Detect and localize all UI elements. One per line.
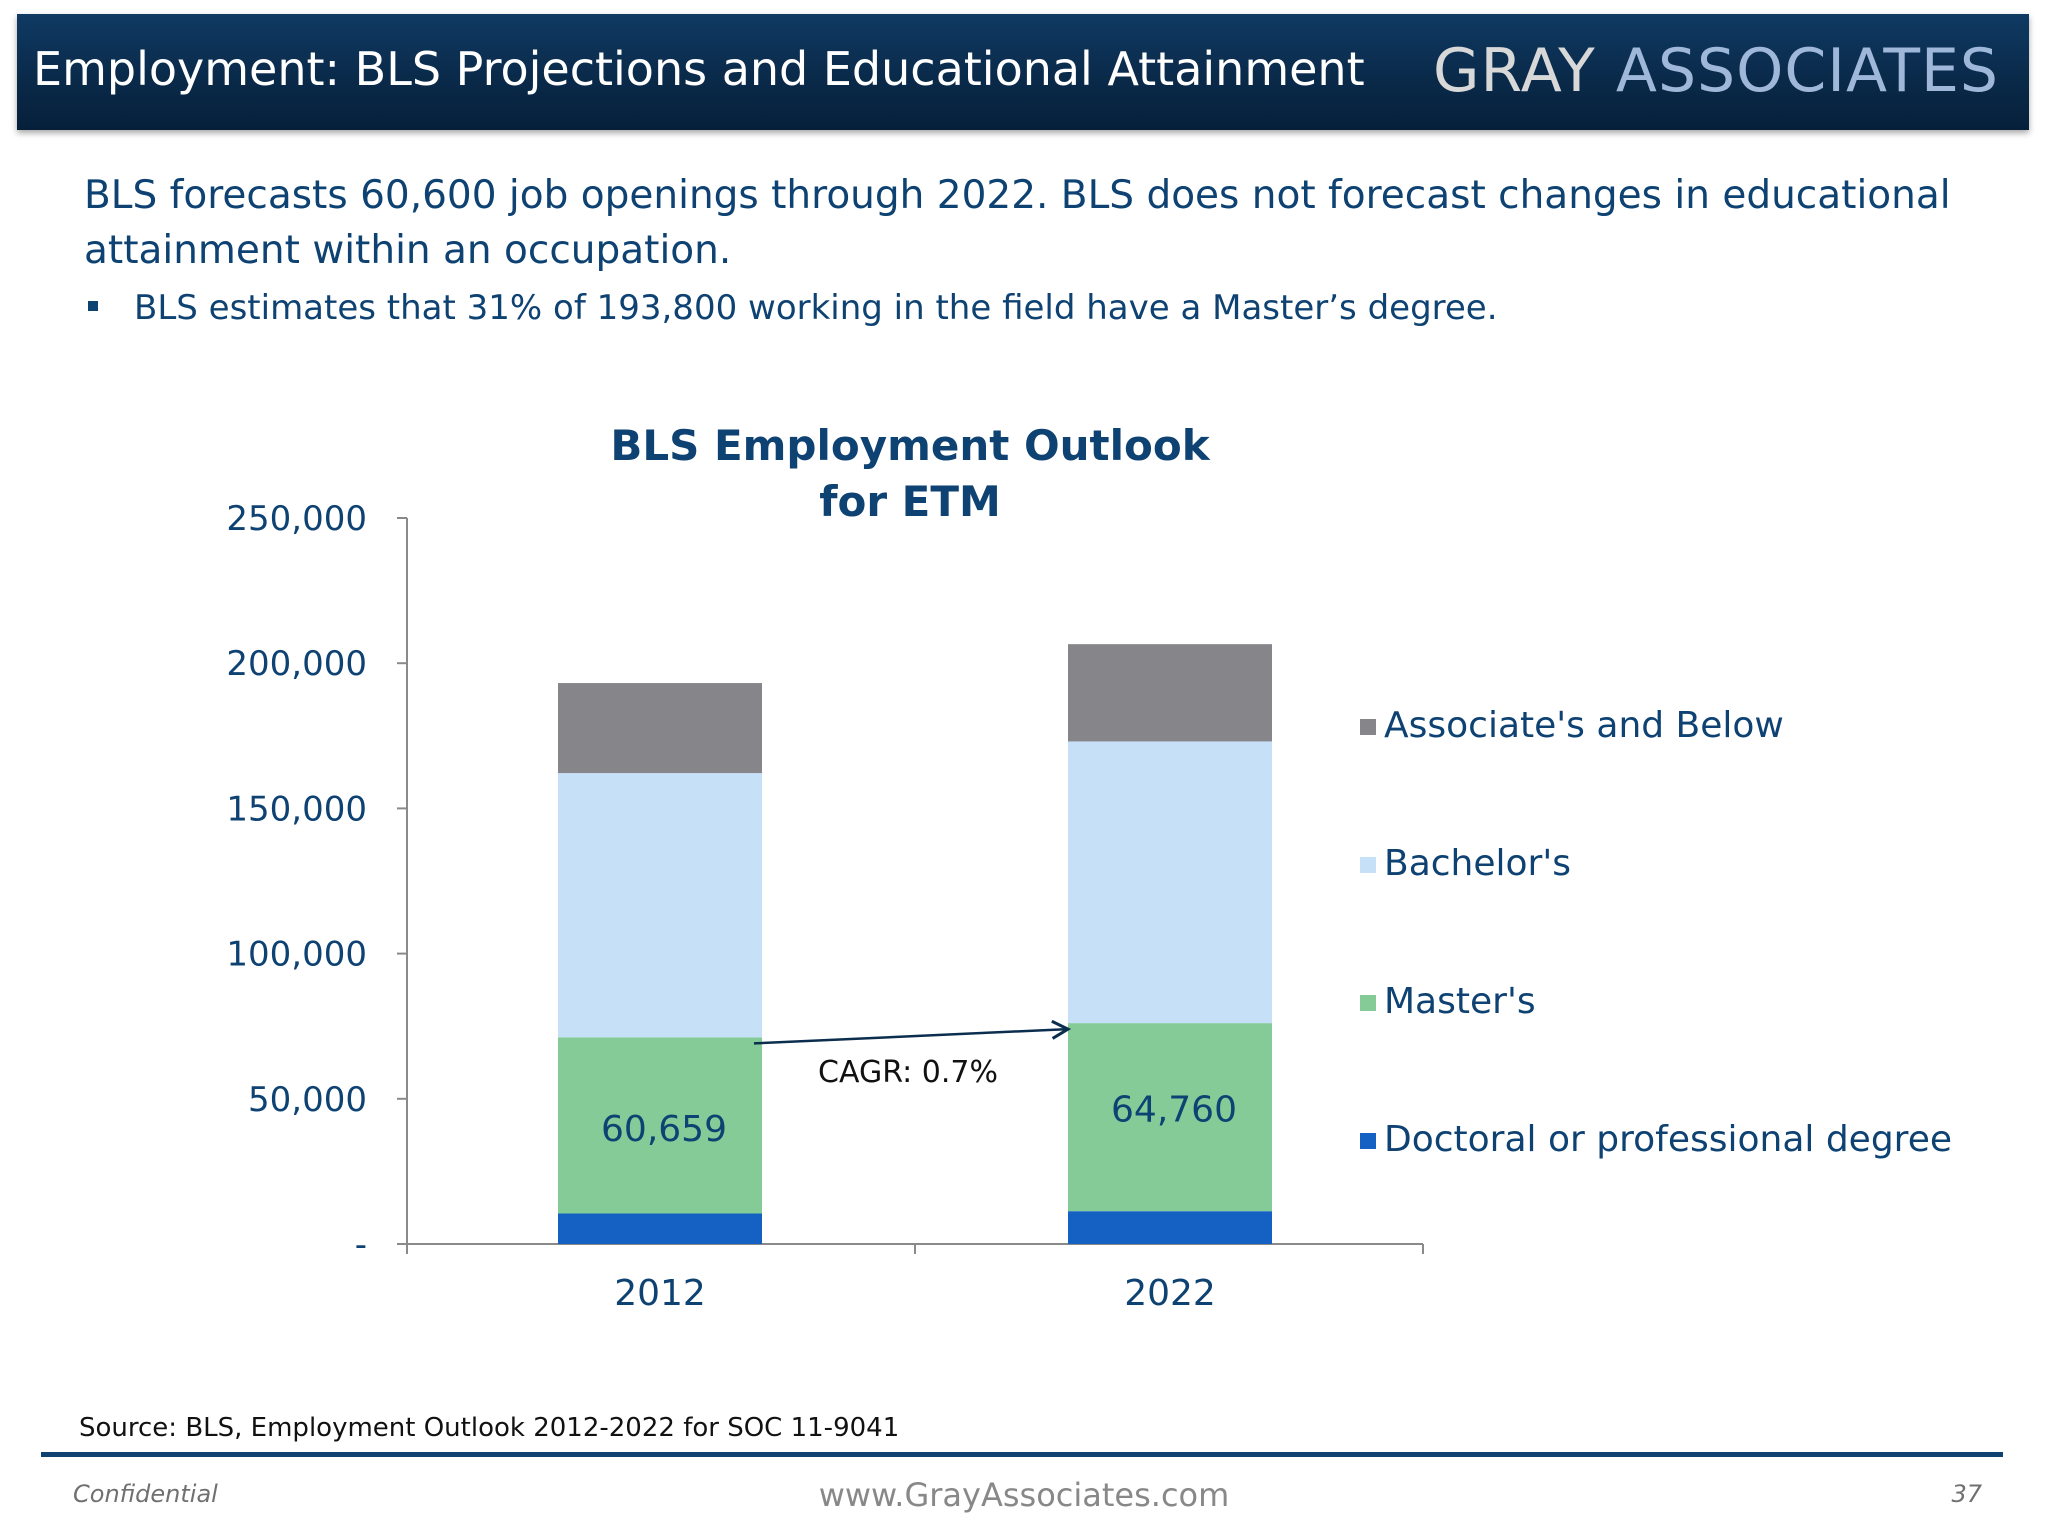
bar-segment-2012-2	[558, 773, 762, 1037]
x-tick-label: 2012	[614, 1273, 706, 1314]
company-logo	[1433, 36, 1999, 106]
website-url[interactable]: www.GrayAssociates.com	[818, 1476, 1230, 1514]
legend-swatch	[1360, 1133, 1376, 1149]
logo-word-associates: ASSOCIATES	[1615, 36, 1999, 106]
bar-segment-2022-2	[1068, 741, 1272, 1023]
legend-label: Bachelor's	[1384, 843, 1571, 884]
bar-segment-2022-0	[1068, 1211, 1272, 1244]
bullet-item	[88, 288, 1498, 328]
legend-swatch	[1360, 995, 1376, 1011]
legend-swatch	[1360, 857, 1376, 873]
headline-text: BLS forecasts 60,600 job openings through 2022. BLS does not forecast changes in educational attainment within an occupation.	[84, 173, 1951, 273]
page-number: 37	[1951, 1480, 1982, 1508]
chart-title-line2: for ETM	[819, 477, 1001, 526]
bar-segment-2022-3	[1068, 644, 1272, 741]
y-tick-label: 100,000	[226, 934, 367, 975]
legend-label: Associate's and Below	[1384, 705, 1784, 746]
y-tick-label: -	[354, 1225, 367, 1265]
footer-divider	[41, 1452, 2003, 1457]
data-label: 64,760	[1111, 1089, 1237, 1131]
title-banner	[17, 14, 2029, 130]
bar-segment-2012-0	[558, 1214, 762, 1244]
employment-outlook-chart	[0, 400, 2048, 1360]
bar-segment-2012-3	[558, 683, 762, 773]
y-tick-label: 50,000	[248, 1079, 367, 1120]
bullet-text: BLS estimates that 31% of 193,800 working in the field have a Master’s degree.	[134, 288, 1498, 328]
logo-word-gray: GRAY	[1433, 36, 1596, 106]
x-tick-label: 2022	[1124, 1273, 1216, 1314]
legend-label: Doctoral or professional degree	[1384, 1119, 1952, 1160]
data-label: 60,659	[601, 1108, 727, 1150]
bullet-square-icon	[88, 301, 98, 311]
source-note: Source: BLS, Employment Outlook 2012-2022 for SOC 11-9041	[79, 1413, 900, 1443]
cagr-arrow-line	[754, 1029, 1068, 1043]
chart-title-line1: BLS Employment Outlook	[610, 421, 1210, 470]
y-tick-label: 150,000	[226, 789, 367, 830]
y-tick-label: 250,000	[226, 499, 367, 539]
page-title: Employment: BLS Projections and Educational Attainment	[33, 42, 1365, 96]
y-tick-label: 200,000	[226, 644, 367, 685]
cagr-annotation: CAGR: 0.7%	[818, 1055, 998, 1090]
legend-label: Master's	[1384, 981, 1536, 1022]
confidential-label: Confidential	[73, 1480, 218, 1508]
legend-swatch	[1360, 719, 1376, 735]
